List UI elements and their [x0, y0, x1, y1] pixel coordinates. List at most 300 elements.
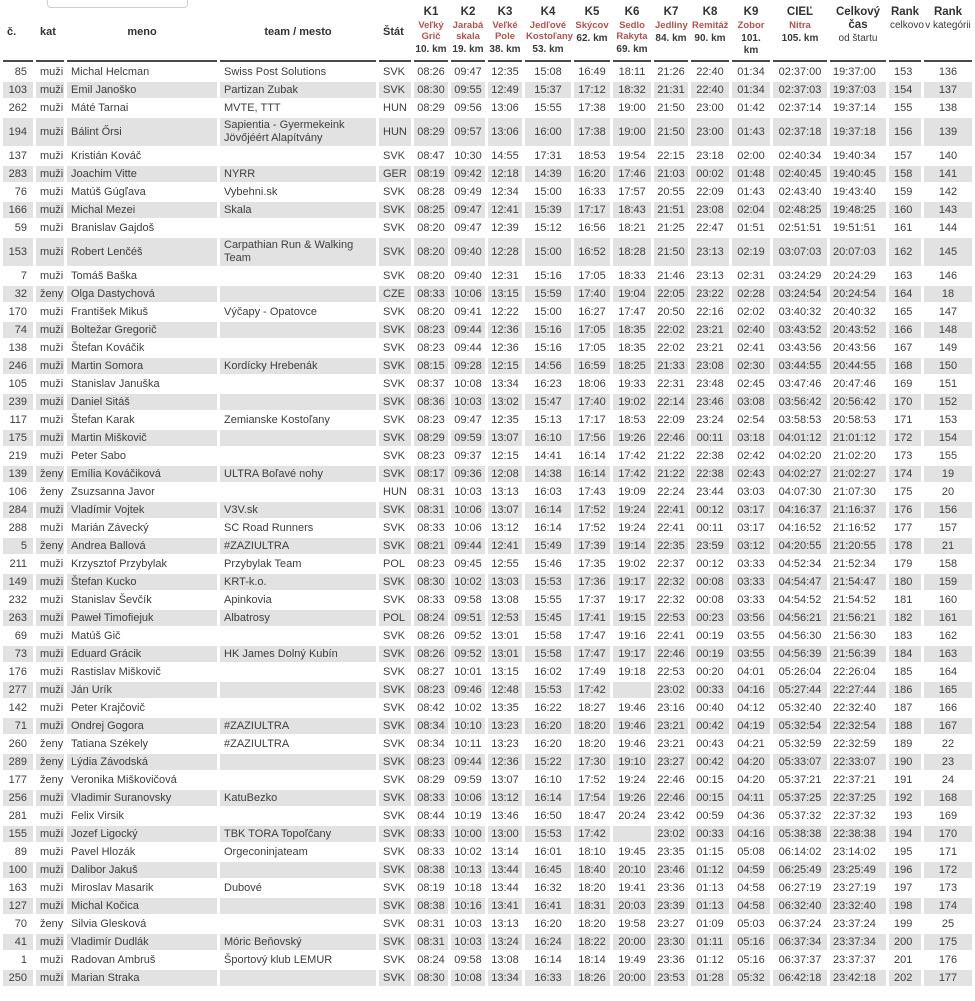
checkpoint-time-k6: 17:47: [618, 306, 646, 318]
checkpoint-code: K6: [624, 6, 640, 18]
finish-time: 04:16:37: [773, 502, 827, 518]
checkpoint-time-k6: 19:02: [618, 558, 646, 570]
country: SVK: [383, 918, 406, 930]
checkpoint-time-k1: 08:15: [414, 358, 448, 374]
checkpoint-time-k2: 10:06: [454, 522, 482, 534]
checkpoint-time-k3: 13:07: [488, 502, 522, 518]
runner-name: Lýdia Závodská: [67, 754, 217, 770]
checkpoint-time-k8: 23:00: [696, 102, 724, 114]
checkpoint-time-k6: [613, 826, 651, 842]
checkpoint-name: Nitra: [789, 20, 811, 31]
checkpoint-time-k7: 21:22: [654, 466, 688, 482]
checkpoint-time-k5: 17:52: [578, 774, 606, 786]
team-name: [220, 682, 376, 698]
checkpoint-time-k1: 08:27: [417, 666, 445, 678]
country: SVK: [383, 666, 406, 678]
checkpoint-time-k4: 15:00: [534, 186, 562, 198]
table-row: [3, 502, 972, 518]
checkpoint-time-k7: 20:55: [657, 186, 685, 198]
runner-name: Stanislav Januška: [71, 378, 160, 390]
checkpoint-time-k9: 02:02: [737, 306, 765, 318]
checkpoint-time-k8: 00:12: [691, 502, 729, 518]
checkpoint-time-k1: 08:31: [417, 918, 445, 930]
checkpoint-time-k4: 15:55: [534, 594, 562, 606]
total-time: 21:54:47: [830, 574, 886, 590]
finish-time: 02:51:51: [778, 222, 822, 234]
checkpoint-time-k6: 19:24: [618, 774, 646, 786]
rank-category: 161: [924, 610, 972, 626]
checkpoint-time-k5: 18:40: [574, 862, 610, 878]
checkpoint-time-k2: 09:37: [454, 450, 482, 462]
finish-time: 05:37:32: [778, 810, 822, 822]
checkpoint-time-k3: 12:36: [491, 342, 519, 354]
checkpoint-time-k8: 00:42: [691, 754, 729, 770]
checkpoint-time-k3: 13:01: [488, 646, 522, 662]
checkpoint-time-k8: 00:15: [696, 774, 724, 786]
checkpoint-time-k4: 15:49: [525, 538, 571, 554]
checkpoint-time-k7: 23:39: [654, 898, 688, 914]
bib-number: 260: [8, 738, 27, 750]
checkpoint-time-k6: 19:46: [618, 738, 646, 750]
bib-number: 73: [3, 646, 33, 662]
category: ženy: [36, 466, 64, 482]
rank-category: 171: [938, 846, 958, 858]
runner-name: František Mikuš: [71, 306, 149, 318]
total-time: 22:32:54: [830, 718, 886, 734]
checkpoint-time-k7: 21:25: [657, 222, 685, 234]
checkpoint-time-k3: 13:06: [491, 102, 519, 114]
checkpoint-time-k9: 03:17: [737, 522, 765, 534]
checkpoint-time-k7: 22:32: [657, 594, 685, 606]
checkpoint-time-k5: 16:49: [578, 66, 606, 78]
finish-time: 04:56:30: [778, 630, 822, 642]
checkpoint-time-k8: 01:09: [696, 918, 724, 930]
bib-number: 85: [14, 66, 27, 78]
bib-number: 175: [3, 430, 33, 446]
checkpoint-time-k8: 00:33: [691, 682, 729, 698]
total-time: 22:32:40: [833, 702, 876, 714]
checkpoint-time-k1: 08:30: [414, 82, 448, 98]
team-name: [220, 664, 376, 680]
bib-number: 138: [8, 342, 27, 354]
checkpoint-code: K4: [540, 6, 556, 18]
checkpoint-time-k6: 19:17: [613, 574, 651, 590]
checkpoint-time-k3: 13:44: [488, 862, 522, 878]
rank-category: 142: [938, 186, 958, 198]
team-name: Partizan Zubak: [220, 82, 376, 98]
checkpoint-time-k5: 17:41: [574, 610, 610, 626]
checkpoint-time-k4: 15:46: [534, 558, 562, 570]
total-time: 20:24:54: [830, 286, 886, 302]
runner-name: Rastislav Miškovič: [71, 666, 161, 678]
country: SVK: [379, 322, 411, 338]
checkpoint-time-k9: 05:16: [732, 934, 770, 950]
country: SVK: [379, 934, 411, 950]
runner-name: Máté Tarnai: [71, 102, 129, 114]
category: ženy: [40, 738, 64, 750]
checkpoint-time-k9: 02:31: [737, 270, 765, 282]
checkpoint-time-k2: 09:44: [451, 754, 485, 770]
checkpoint-time-k4: 15:53: [525, 682, 571, 698]
cutoff-element: [47, 0, 188, 8]
runner-name: Vladímir Vojtek: [67, 502, 217, 518]
finish-time: 03:43:52: [773, 322, 827, 338]
checkpoint-km: 84. km: [655, 33, 687, 44]
team-name: [220, 430, 376, 446]
runner-name: Martin Miškovič: [67, 430, 217, 446]
country: SVK: [383, 342, 406, 354]
table-row: [3, 862, 972, 878]
checkpoint-time-k8: 00:42: [691, 718, 729, 734]
col-header-k9: [732, 4, 770, 62]
country: SVK: [379, 682, 411, 698]
checkpoint-time-k6: 20:03: [613, 898, 651, 914]
checkpoint-time-k4: 16:24: [525, 934, 571, 950]
checkpoint-time-k7: 21:22: [657, 450, 685, 462]
total-time: 23:37:34: [830, 934, 886, 950]
rank-overall: 194: [889, 826, 921, 842]
country: SVK: [383, 522, 406, 534]
checkpoint-time-k1: 08:33: [417, 522, 445, 534]
team-name: Športový klub LEMUR: [224, 953, 333, 966]
country: SVK: [379, 970, 411, 986]
total-time: 19:37:00: [833, 66, 876, 78]
checkpoint-time-k4: 16:10: [525, 430, 571, 446]
bib-number: 177: [8, 774, 27, 786]
bib-number: 1: [20, 954, 27, 966]
checkpoint-time-k1: 08:34: [414, 718, 448, 734]
category: muži: [36, 358, 64, 374]
finish-time: 02:48:25: [773, 202, 827, 218]
checkpoint-time-k6: 19:17: [613, 646, 651, 662]
category: muži: [36, 202, 64, 218]
rank-overall: 177: [894, 522, 913, 534]
table-row: [3, 82, 972, 98]
rank-overall: 187: [894, 702, 913, 714]
total-time: 22:38:38: [830, 826, 886, 842]
bib-number: 250: [3, 970, 33, 986]
rank-overall: 195: [894, 846, 913, 858]
country: HUN: [379, 118, 411, 146]
checkpoint-time-k1: 08:24: [417, 954, 445, 966]
checkpoint-time-k4: 16:14: [525, 790, 571, 806]
checkpoint-time-k2: 10:18: [454, 882, 482, 894]
checkpoint-time-k1: 08:23: [417, 342, 445, 354]
checkpoint-time-k4: 14:39: [525, 166, 571, 182]
checkpoint-time-k8: 00:59: [696, 810, 724, 822]
checkpoint-time-k8: 23:46: [691, 394, 729, 410]
checkpoint-time-k2: 09:58: [454, 594, 482, 606]
bib-number: 70: [14, 918, 27, 930]
bib-number: 69: [14, 630, 27, 642]
checkpoint-time-k5: 17:47: [578, 630, 606, 642]
checkpoint-time-k8: 00:02: [691, 166, 729, 182]
checkpoint-name: Veľké Pole: [492, 20, 518, 42]
bib-number: 163: [8, 882, 27, 894]
total-time: 22:37:32: [833, 810, 876, 822]
checkpoint-time-k8: 00:19: [696, 630, 724, 642]
rank-category: 143: [924, 202, 972, 218]
checkpoint-time-k1: 08:33: [414, 826, 448, 842]
checkpoint-time-k6: 19:15: [613, 610, 651, 626]
team-name: #ZAZIULTRA: [220, 718, 376, 734]
checkpoint-time-k5: 16:33: [578, 186, 606, 198]
rank-category: 176: [938, 954, 958, 966]
checkpoint-time-k4: 16:22: [534, 702, 562, 714]
category: muži: [40, 378, 64, 390]
total-time: 23:27:19: [833, 882, 876, 894]
checkpoint-time-k1: 08:29: [414, 430, 448, 446]
checkpoint-time-k5: 16:52: [574, 238, 610, 266]
rank-overall: 156: [889, 118, 921, 146]
rank-category: 174: [924, 898, 972, 914]
team-name: Przybylak Team: [224, 557, 302, 570]
team-name: [220, 484, 376, 500]
checkpoint-time-k4: 15:47: [525, 394, 571, 410]
checkpoint-time-k5: 18:06: [578, 378, 606, 390]
rank-overall: 191: [894, 774, 913, 786]
checkpoint-time-k8: 22:16: [696, 306, 724, 318]
country: SVK: [383, 594, 406, 606]
rank-category: 170: [924, 826, 972, 842]
checkpoint-time-k5: 17:17: [578, 414, 606, 426]
checkpoint-time-k2: 10:02: [454, 846, 482, 858]
country: SVK: [379, 202, 411, 218]
checkpoint-time-k9: 04:58: [732, 898, 770, 914]
checkpoint-time-k3: 13:34: [488, 970, 522, 986]
rank-category: 153: [938, 414, 958, 426]
checkpoint-time-k9: 02:42: [737, 450, 765, 462]
total-time: 23:37:37: [833, 954, 876, 966]
finish-time: 04:02:20: [778, 450, 822, 462]
total-time: 20:58:53: [833, 414, 876, 426]
table-row: [3, 682, 972, 698]
rank-overall: 185: [894, 666, 913, 678]
checkpoint-time-k8: 23:18: [696, 150, 724, 162]
rank-category: 139: [924, 118, 972, 146]
category: muži: [36, 166, 64, 182]
runner-name: Michal Kočica: [67, 898, 217, 914]
total-time: 23:25:49: [830, 862, 886, 878]
checkpoint-time-k9: 02:45: [737, 378, 765, 390]
runner-name: Matúš Gič: [71, 630, 121, 642]
checkpoint-time-k7: 23:02: [654, 826, 688, 842]
checkpoint-time-k5: 17:05: [578, 342, 606, 354]
bib-number: 71: [3, 718, 33, 734]
team-name: [220, 898, 376, 914]
checkpoint-time-k3: 13:34: [491, 378, 519, 390]
total-time-title: Celkový čas: [835, 6, 881, 31]
checkpoint-time-k3: 12:35: [491, 66, 519, 78]
bib-number: 170: [8, 306, 27, 318]
checkpoint-time-k7: 23:16: [657, 702, 685, 714]
checkpoint-time-k5: 18:20: [578, 918, 606, 930]
checkpoint-name: Veľký Grič: [418, 20, 444, 42]
table-row: [3, 322, 972, 338]
runner-name: Daniel Sitáš: [67, 394, 217, 410]
checkpoint-time-k6: 19:46: [613, 718, 651, 734]
country: SVK: [379, 862, 411, 878]
checkpoint-time-k5: 17:39: [574, 538, 610, 554]
finish-time: 04:01:12: [773, 430, 827, 446]
checkpoint-time-k3: 12:08: [488, 466, 522, 482]
col-header-k8: [691, 4, 729, 62]
rank-overall: 158: [889, 166, 921, 182]
finish-time: 04:54:47: [773, 574, 827, 590]
checkpoint-time-k2: 10:03: [451, 934, 485, 950]
checkpoint-time-k3: 12:34: [491, 186, 519, 198]
checkpoint-time-k3: 13:02: [488, 394, 522, 410]
finish-time: 03:47:46: [778, 378, 822, 390]
checkpoint-time-k7: 22:02: [654, 322, 688, 338]
category: muži: [36, 790, 64, 806]
checkpoint-time-k3: 12:35: [491, 414, 519, 426]
checkpoint-time-k8: 00:12: [696, 558, 724, 570]
category: muži: [40, 882, 64, 894]
checkpoint-time-k6: 19:24: [613, 502, 651, 518]
team-name: [220, 700, 376, 716]
checkpoint-time-k3: 12:41: [488, 538, 522, 554]
checkpoint-time-k4: 16:03: [534, 486, 562, 498]
checkpoint-time-k9: 03:33: [737, 594, 765, 606]
checkpoint-time-k4: 15:00: [534, 306, 562, 318]
checkpoint-time-k3: 13:23: [488, 718, 522, 734]
team-name: #ZAZIULTRA: [220, 538, 376, 554]
checkpoint-time-k5: 17:43: [578, 486, 606, 498]
rank-overall: 196: [889, 862, 921, 878]
category: muži: [36, 826, 64, 842]
checkpoint-time-k5: 17:38: [578, 102, 606, 114]
checkpoint-time-k1: 08:37: [417, 378, 445, 390]
runner-name: Branislav Gajdoš: [71, 222, 155, 234]
finish-time: 06:37:34: [773, 934, 827, 950]
rank-category: 175: [924, 934, 972, 950]
checkpoint-time-k1: 08:23: [417, 414, 445, 426]
checkpoint-time-k4: 15:45: [525, 610, 571, 626]
runner-name: Vladimir Suranovsky: [67, 790, 217, 806]
team-name: Výčapy - Opatovce: [224, 305, 317, 318]
checkpoint-time-k8: 00:43: [696, 738, 724, 750]
team-name: NYRR: [220, 166, 376, 182]
checkpoint-time-k2: 10:03: [454, 486, 482, 498]
team-name: Dubové: [224, 881, 262, 894]
country: SVK: [379, 898, 411, 914]
checkpoint-time-k6: 19:09: [618, 486, 646, 498]
total-time: 21:20:55: [830, 538, 886, 554]
rank-category: 18: [924, 286, 972, 302]
category: muži: [40, 102, 64, 114]
checkpoint-time-k4: 16:10: [534, 774, 562, 786]
finish-time: 06:14:02: [778, 846, 822, 858]
checkpoint-time-k1: 08:20: [414, 238, 448, 266]
checkpoint-time-k5: 18:31: [574, 898, 610, 914]
checkpoint-time-k7: 22:31: [657, 378, 685, 390]
country: SVK: [383, 270, 406, 282]
finish-time: 03:44:55: [773, 358, 827, 374]
bib-number: 232: [8, 594, 27, 606]
table-row: [3, 880, 972, 896]
checkpoint-time-k2: 09:36: [451, 466, 485, 482]
team-name: [220, 340, 376, 356]
bib-number: 7: [20, 270, 27, 282]
team-name: SC Road Runners: [224, 521, 314, 534]
country: SVK: [379, 238, 411, 266]
checkpoint-time-k5: 16:27: [578, 306, 606, 318]
table-row: [3, 592, 972, 608]
checkpoint-time-k7: 21:50: [654, 238, 688, 266]
checkpoint-time-k5: 18:26: [574, 970, 610, 986]
table-row: [3, 358, 972, 374]
category: muži: [36, 718, 64, 734]
col-header-team: team / mesto: [220, 4, 376, 62]
header-row: [3, 4, 972, 62]
checkpoint-time-k6: 19:17: [618, 594, 646, 606]
country: SVK: [383, 846, 406, 858]
rank-category: 152: [924, 394, 972, 410]
country: SVK: [379, 466, 411, 482]
checkpoint-time-k1: 08:33: [414, 790, 448, 806]
finish-time: 05:32:59: [778, 738, 822, 750]
bib-number: 41: [3, 934, 33, 950]
runner-name: Ján Urík: [67, 682, 217, 698]
total-time: 20:47:46: [833, 378, 876, 390]
country: SVK: [383, 378, 406, 390]
category: muži: [40, 414, 64, 426]
bib-number: 284: [3, 502, 33, 518]
checkpoint-time-k9: 03:33: [732, 574, 770, 590]
checkpoint-time-k3: 13:08: [491, 954, 519, 966]
finish-time: 05:37:21: [778, 774, 822, 786]
category: muži: [40, 702, 64, 714]
checkpoint-time-k3: 12:49: [488, 82, 522, 98]
checkpoint-km: 10. km: [415, 44, 447, 55]
runner-name: Štefan Kucko: [67, 574, 217, 590]
checkpoint-km: 62. km: [576, 33, 608, 44]
col-header-kat: kat: [36, 4, 64, 62]
bib-number: 127: [3, 898, 33, 914]
checkpoint-time-k4: 16:14: [525, 502, 571, 518]
checkpoint-time-k1: 08:25: [414, 202, 448, 218]
checkpoint-time-k6: 19:46: [618, 702, 646, 714]
total-time: 22:37:21: [833, 774, 876, 786]
bib-number: 103: [3, 82, 33, 98]
checkpoint-km: 19. km: [452, 44, 484, 55]
team-name: Sapientia - Gyermekeink Jövőjéért Alapítvány: [220, 118, 376, 146]
checkpoint-time-k3: 13:14: [491, 846, 519, 858]
rank-category: 172: [924, 862, 972, 878]
checkpoint-time-k2: 10:06: [451, 286, 485, 302]
rank-overall: 160: [889, 202, 921, 218]
checkpoint-time-k8: 00:33: [691, 826, 729, 842]
checkpoint-time-k4: 16:14: [534, 954, 562, 966]
rank-overall: 199: [894, 918, 913, 930]
checkpoint-name: Remitáž: [692, 20, 729, 31]
rank-overall: 153: [894, 66, 913, 78]
checkpoint-time-k5: 18:14: [578, 954, 606, 966]
checkpoint-time-k2: 09:45: [454, 558, 482, 570]
checkpoint-time-k8: 01:28: [691, 970, 729, 986]
runner-name: Miroslav Masarik: [71, 882, 154, 894]
checkpoint-time-k3: 12:36: [488, 322, 522, 338]
finish-time: 05:33:07: [773, 754, 827, 770]
checkpoint-time-k4: 15:08: [534, 66, 562, 78]
rank-overall: 201: [894, 954, 913, 966]
checkpoint-time-k9: 02:54: [737, 414, 765, 426]
checkpoint-time-k6: 20:00: [613, 970, 651, 986]
col-header-stat: Štát: [379, 4, 411, 62]
checkpoint-time-k8: 01:15: [696, 846, 724, 858]
total-time: 19:37:18: [830, 118, 886, 146]
